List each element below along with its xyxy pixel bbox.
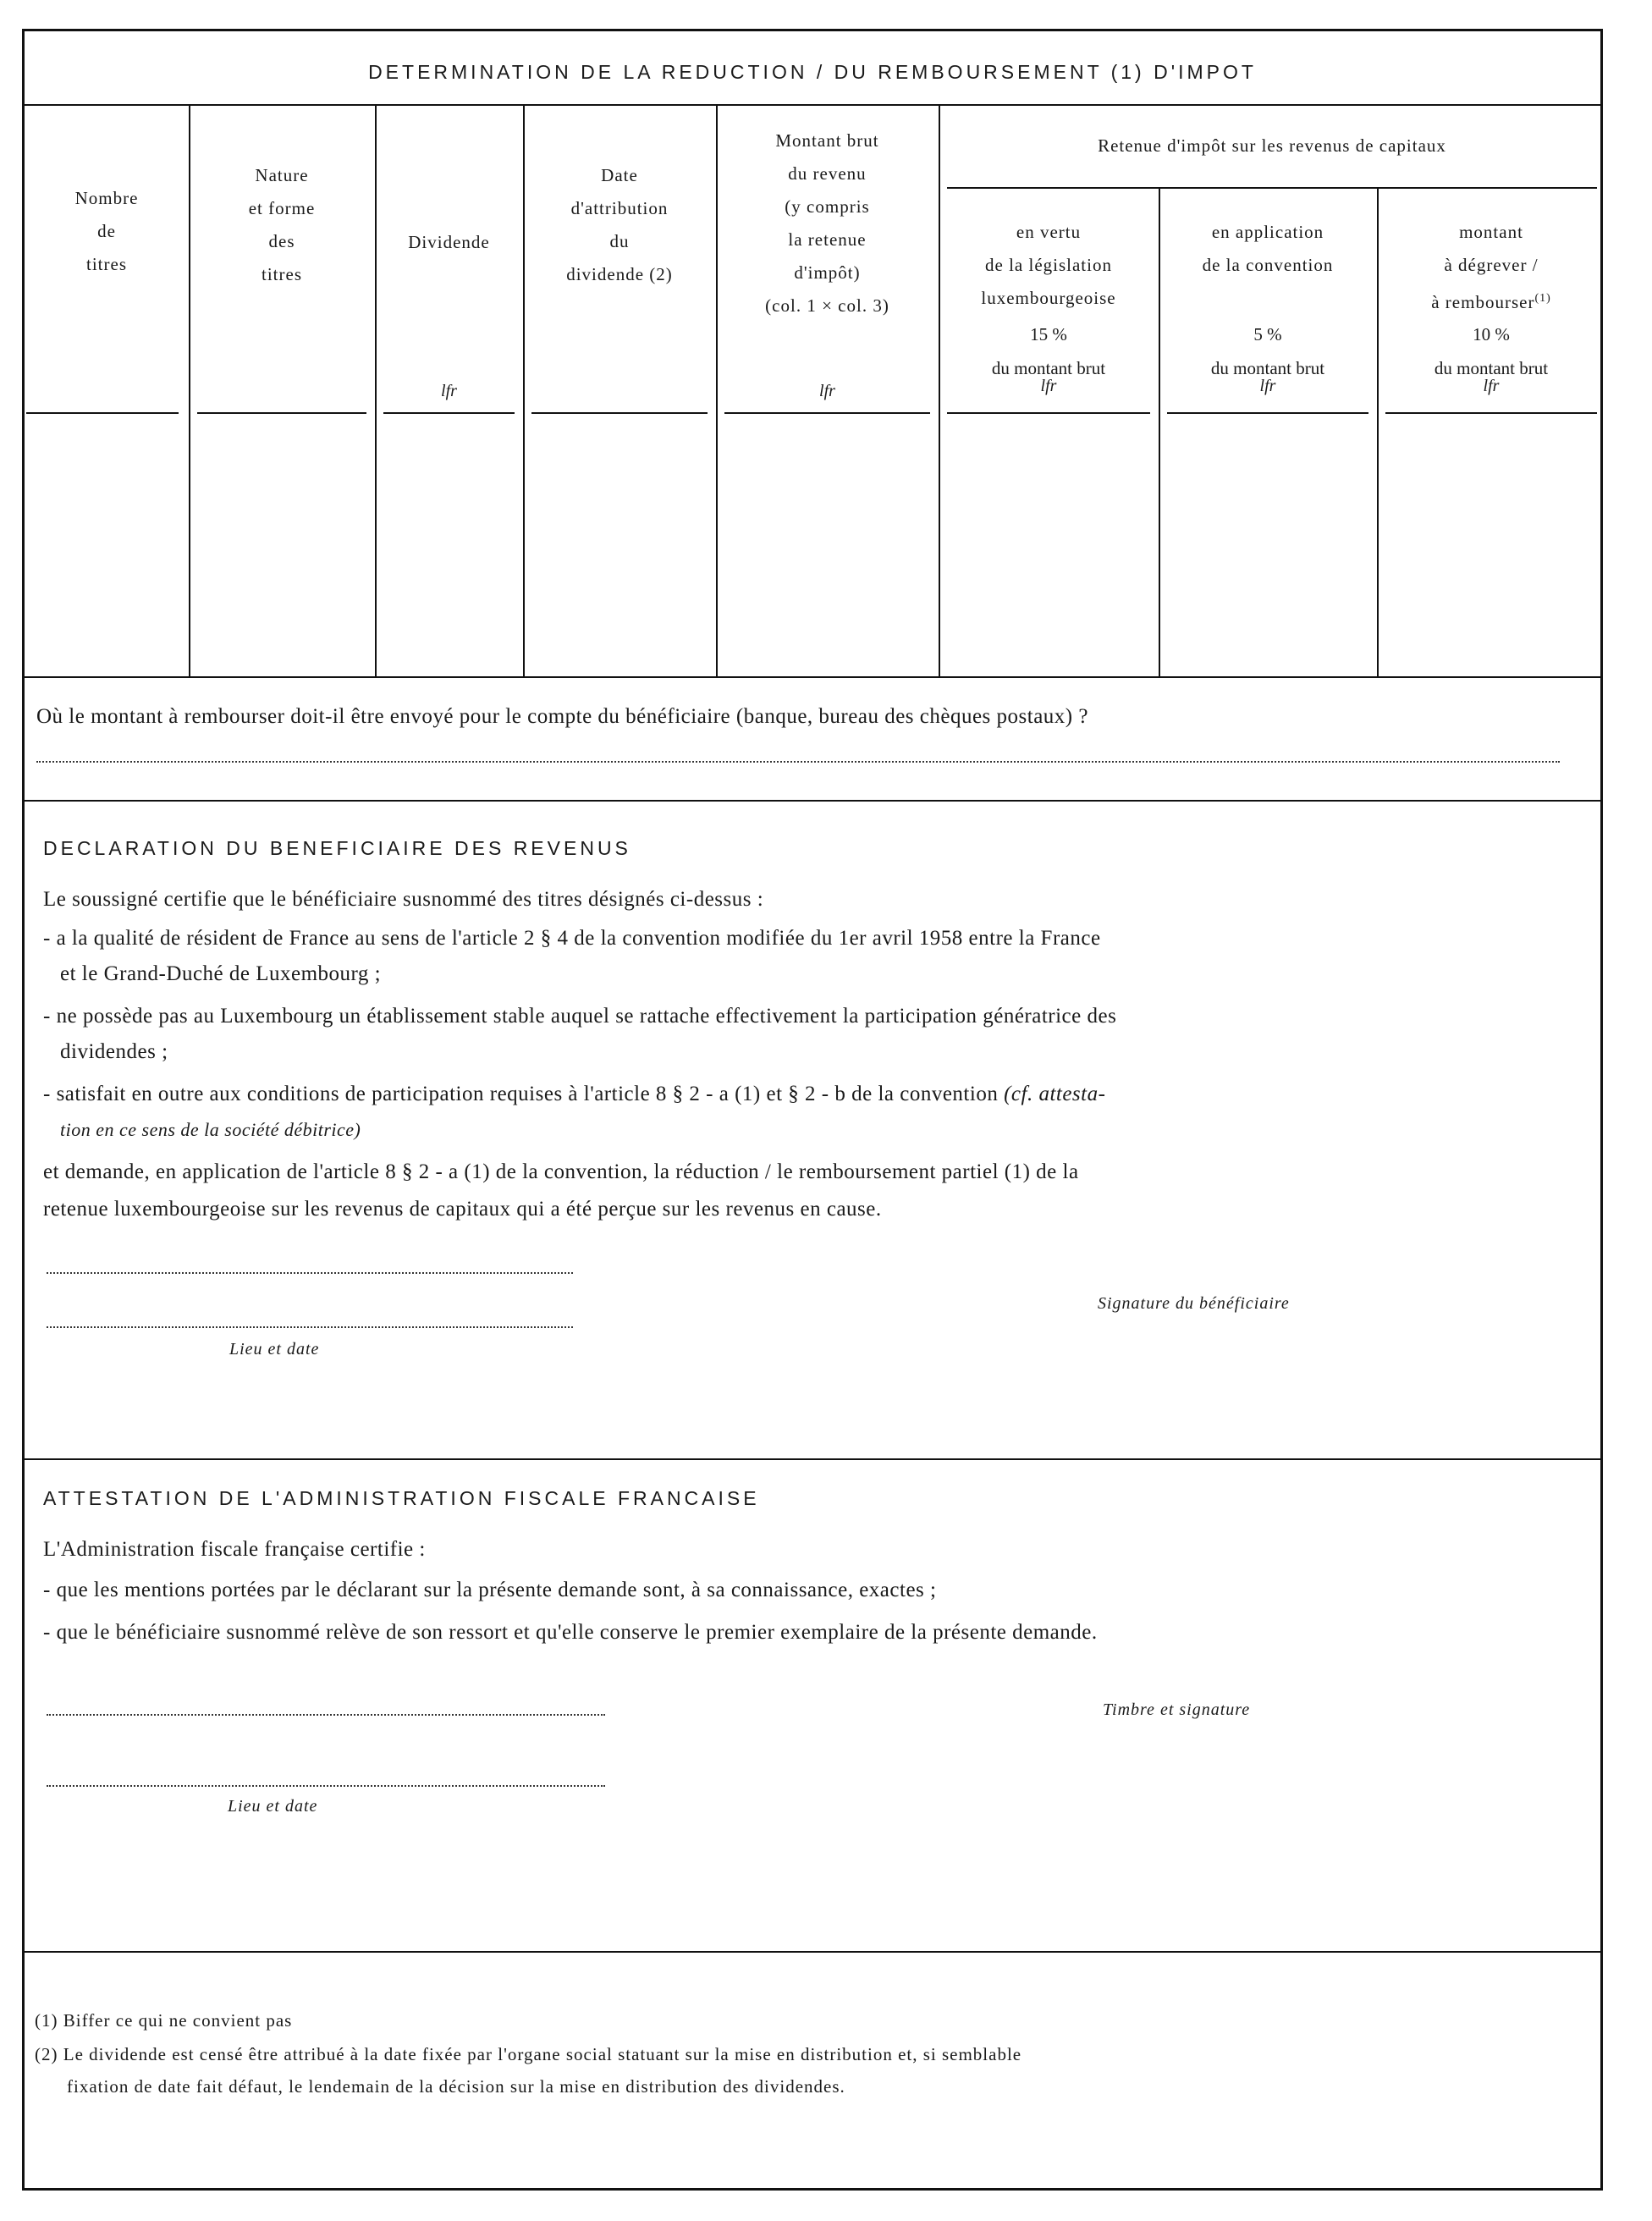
subcol-header-legislation: en vertu de la législation luxembourgeoise (981, 222, 1116, 308)
stamp-signature-label: Timbre et signature (1103, 1700, 1251, 1719)
declaration-title: DECLARATION DU BENEFICIAIRE DES REVENUS (43, 837, 631, 859)
header-bottom-6 (947, 412, 1150, 414)
header-bottom-8 (1385, 412, 1597, 414)
group-header-underline (947, 187, 1597, 189)
attestation-place-date-label: Lieu et date (228, 1797, 318, 1816)
subcol-pct-legislation: 15 % (1030, 324, 1067, 344)
declaration-item1-line2: et le Grand-Duché de Luxembourg ; (60, 962, 382, 985)
section-divider-3 (25, 1951, 1600, 1953)
footnote-ref: (1) (1534, 292, 1551, 305)
declaration-place-line-2[interactable] (47, 1326, 573, 1328)
section-divider-1 (25, 800, 1600, 802)
subcol-pct-rembourser: 10 % (1473, 324, 1510, 344)
attestation-intro: L'Administration fiscale française certifie : (43, 1538, 426, 1561)
declaration-item3-line2: tion en ce sens de la société débitrice) (60, 1119, 361, 1140)
subcol-unit-legislation: lfr (1040, 377, 1057, 395)
footnote-2-line2: fixation de date fait défaut, le lendemain de la décision sur la mise en distribution des dividendes. (67, 2076, 845, 2097)
attestation-title: ATTESTATION DE L'ADMINISTRATION FISCALE FRANCAISE (43, 1487, 760, 1509)
col-header-date: Date d'attribution du dividende (2) (566, 165, 673, 284)
header-bottom-4 (531, 412, 708, 414)
header-bottom-7 (1167, 412, 1368, 414)
subcol-base-legislation: du montant brut (991, 358, 1106, 378)
title-divider (25, 104, 1600, 106)
header-bottom-2 (197, 412, 366, 414)
beneficiary-signature-label: Signature du bénéficiaire (1098, 1294, 1290, 1313)
declaration-request-line2: retenue luxembourgeoise sur les revenus de capitaux qui a été perçue sur les revenus en cause. (43, 1198, 882, 1221)
payment-question: Où le montant à rembourser doit-il être envoyé pour le compte du bénéficiaire (banque, bureau des chèques postaux) ? (36, 705, 1088, 728)
declaration-intro: Le soussigné certifie que le bénéficiaire susnommé des titres désignés ci-dessus : (43, 888, 764, 911)
subcol-pct-convention: 5 % (1253, 324, 1282, 344)
attestation-item1: - que les mentions portées par le déclarant sur la présente demande sont, à sa connaissance, exactes ; (43, 1579, 937, 1601)
subcol-base-convention: du montant brut (1210, 358, 1325, 378)
section-divider-2 (25, 1458, 1600, 1460)
attestation-place-line-2[interactable] (47, 1785, 605, 1787)
footnote-2-line1: (2) Le dividende est censé être attribué à la date fixée par l'organe social statuant sur la mise en distribution et, si semblable (35, 2044, 1022, 2064)
header-bottom-1 (26, 412, 179, 414)
subcol-base-rembourser: du montant brut (1434, 358, 1549, 378)
attestation-place-line-1[interactable] (47, 1714, 605, 1716)
header-bottom-5 (724, 412, 930, 414)
col-header-montant: Montant brut du revenu (y compris la retenue d'impôt) (col. 1 × col. 3) (765, 130, 889, 316)
header-bottom-3 (383, 412, 515, 414)
col-header-nature: Nature et forme des titres (248, 165, 316, 284)
subcol-unit-rembourser: lfr (1483, 377, 1500, 395)
declaration-item2-line2: dividendes ; (60, 1040, 168, 1063)
col-unit-montant: lfr (819, 382, 835, 400)
declaration-place-date-label: Lieu et date (229, 1340, 320, 1359)
col-unit-dividende: lfr (441, 382, 457, 400)
footnote-1: (1) Biffer ce qui ne convient pas (35, 2010, 293, 2031)
declaration-item1-line1: - a la qualité de résident de France au sens de l'article 2 § 4 de la convention modifiée du 1er avril 1958 entre la France (43, 927, 1101, 950)
declaration-request-line1: et demande, en application de l'article 8 § 2 - a (1) de la convention, la réduction / le remboursement partiel (1) de la (43, 1160, 1079, 1183)
subcol-header-convention: en application de la convention (1202, 222, 1334, 275)
col-header-dividende: Dividende (408, 232, 490, 252)
attestation-item2: - que le bénéficiaire susnommé relève de son ressort et qu'elle conserve le premier exemplaire de la présente demande. (43, 1621, 1098, 1644)
payment-answer-line[interactable] (36, 761, 1560, 763)
table-bottom-line (25, 676, 1600, 678)
group-header-retenue: Retenue d'impôt sur les revenus de capitaux (1098, 135, 1446, 156)
table-section-title: DETERMINATION DE LA REDUCTION / DU REMBOURSEMENT (1) D'IMPOT (368, 61, 1257, 83)
form-frame (22, 29, 1603, 2191)
declaration-place-line-1[interactable] (47, 1272, 573, 1274)
subcol-header-rembourser: montant à dégrever / à rembourser$^{(1)}$ (1431, 222, 1551, 312)
subcol-unit-convention: lfr (1259, 377, 1276, 395)
col-header-nombre: Nombre de titres (74, 188, 139, 274)
declaration-item3-line1: - satisfait en outre aux conditions de participation requises à l'article 8 § 2 - a (1) et § 2 - b de la convention (cf. attesta- (43, 1083, 1106, 1105)
declaration-item2-line1: - ne possède pas au Luxembourg un établissement stable auquel se rattache effectivement la participation génératrice des (43, 1005, 1117, 1028)
